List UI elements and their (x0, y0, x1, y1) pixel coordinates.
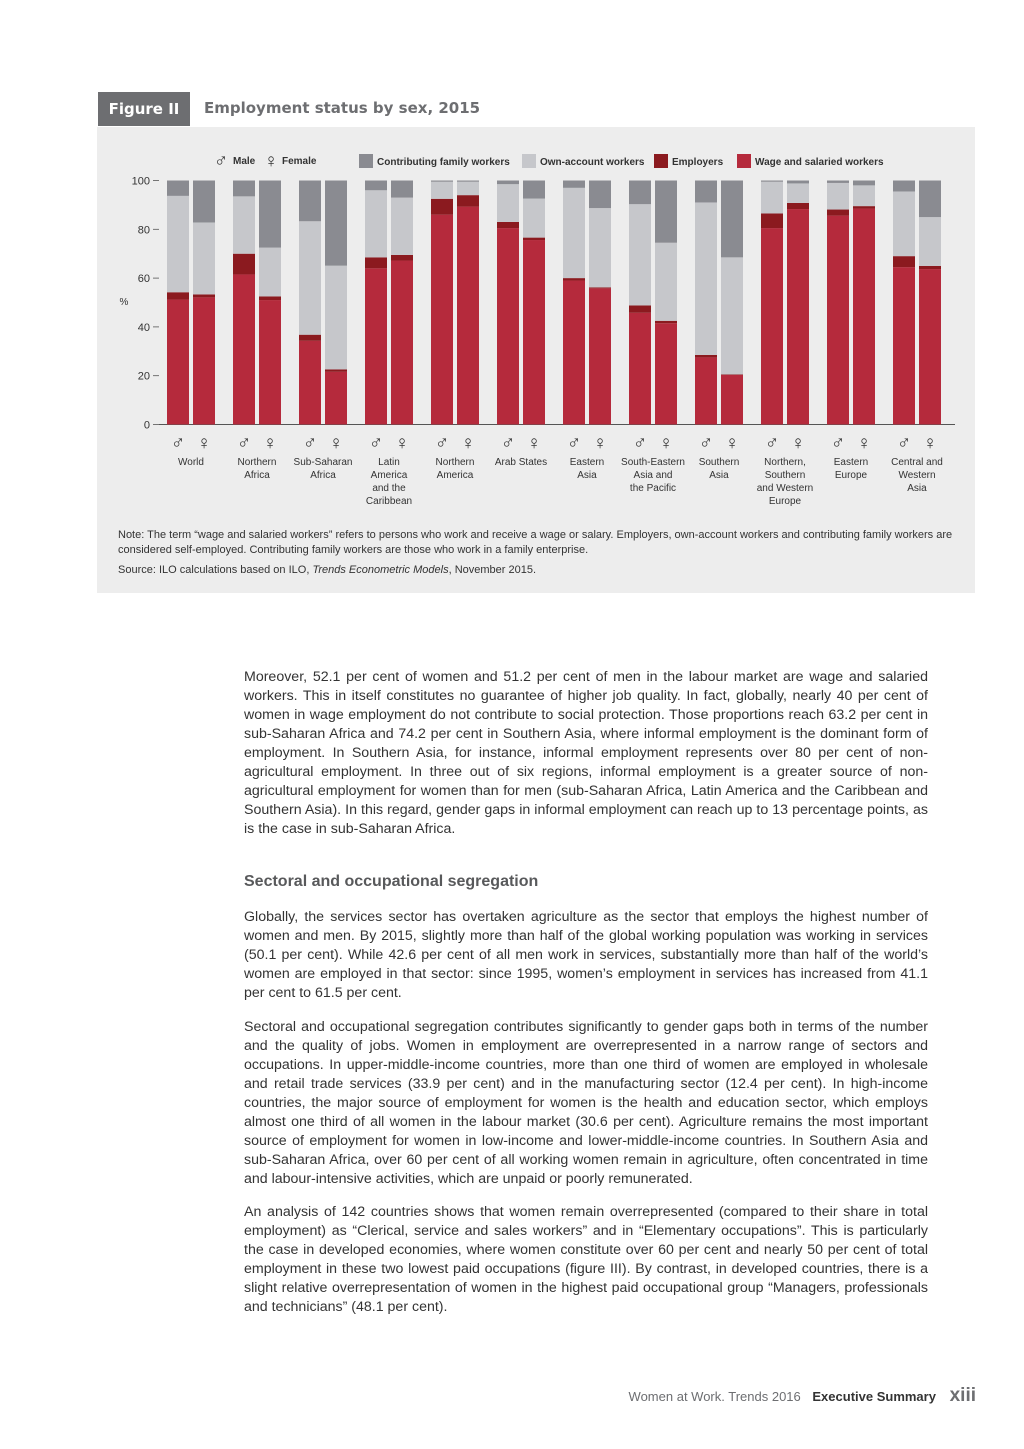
male-symbol-icon: ♂ (698, 433, 714, 454)
male-symbol-icon: ♂ (566, 433, 582, 454)
category-label: World (178, 457, 204, 468)
bar-employers-female (523, 238, 545, 240)
bar-contributing-male (629, 181, 651, 205)
bar-contributing-male (431, 181, 453, 182)
female-symbol-icon: ♀ (328, 433, 344, 454)
y-axis-label: % (119, 297, 129, 308)
bar-wage-male (299, 341, 321, 425)
bar-own-female (325, 266, 347, 370)
female-symbol-icon: ♀ (460, 433, 476, 454)
bar-contributing-female (523, 181, 545, 199)
bar-own-male (233, 196, 255, 253)
bar-employers-female (853, 206, 875, 208)
bar-contributing-female (787, 181, 809, 184)
male-symbol-icon: ♂ (500, 433, 516, 454)
paragraph-4: An analysis of 142 countries shows that women remain overrepresented (compared to their share in total employment) as “Clerical, service and sales workers” and in “Elementary occupations”. This is particularly the case in developed economies, where women constitute over 60 per cent and nearly 50 per cent of total employment in these two lowest paid occupations (figure III). By contrast, in developed countries, there is a slight relative overrepresentation of women in the highest paid occupational group “Managers, professionals and technicians” (48.1 per cent). (244, 1204, 928, 1315)
bar-own-male (431, 182, 453, 199)
bar-wage-female (787, 209, 809, 424)
bar-wage-female (721, 375, 743, 425)
category-label: Eastern (833, 457, 869, 468)
category-label: Southern (764, 470, 806, 481)
bar-employers-male (167, 292, 189, 299)
bar-contributing-male (893, 181, 915, 192)
bar-employers-male (893, 256, 915, 267)
bar-wage-male (167, 300, 189, 425)
male-symbol-icon: ♂ (368, 433, 384, 454)
female-symbol-icon: ♀ (922, 433, 938, 454)
bar-own-female (655, 243, 677, 321)
bar-wage-female (589, 288, 611, 424)
bar-employers-male (431, 199, 453, 215)
category-label: Africa (244, 470, 270, 481)
figure-note: Note: The term “wage and salaried workers” refers to persons who work and receive a wage or salary. Employers, own-account workers and contributing family workers are considered self-employed. Contributing family workers are those who work in a family enterprise. (118, 529, 953, 556)
legend-male-label: Male (233, 156, 256, 167)
bar-wage-female (523, 240, 545, 424)
bar-own-female (919, 217, 941, 266)
bar-contributing-male (695, 181, 717, 203)
category-label: Northern (237, 457, 277, 468)
bar-wage-male (365, 268, 387, 424)
bar-own-male (365, 190, 387, 257)
bar-own-female (721, 257, 743, 374)
legend-label-own: Own-account workers (540, 157, 645, 168)
bar-employers-male (365, 257, 387, 268)
category-label: Arab States (494, 457, 548, 468)
source-title: Trends Econometric Models (312, 564, 449, 576)
y-tick-label: 20 (137, 370, 150, 383)
bar-employers-female (391, 255, 413, 261)
legend-swatch-employers (654, 154, 668, 168)
bar-employers-female (787, 203, 809, 209)
figure-title: Employment status by sex, 2015 (204, 99, 481, 117)
y-tick-label: 100 (131, 175, 150, 188)
bar-contributing-female (853, 181, 875, 186)
category-label: Sub-Saharan (293, 457, 353, 468)
bar-employers-male (299, 335, 321, 341)
bar-own-female (259, 248, 281, 297)
bar-contributing-female (391, 181, 413, 198)
category-label: America (370, 470, 408, 481)
bar-wage-female (655, 323, 677, 424)
bar-wage-male (827, 216, 849, 425)
bar-wage-female (259, 300, 281, 424)
bar-employers-male (695, 355, 717, 357)
bar-employers-female (457, 195, 479, 206)
bar-wage-male (761, 228, 783, 424)
female-symbol-icon: ♀ (263, 151, 279, 172)
category-label: Western (898, 470, 936, 481)
bar-employers-female (193, 294, 215, 297)
bar-contributing-male (167, 181, 189, 196)
bar-employers-female (589, 287, 611, 288)
male-symbol-icon: ♂ (213, 151, 229, 172)
bar-employers-female (655, 321, 677, 323)
bar-contributing-female (919, 181, 941, 218)
paragraph-1: Moreover, 52.1 per cent of women and 51.2 per cent of men in the labour market are wage and salaried workers. This in itself constitutes no guarantee of higher job quality. In fact, globally, nearly 40 per cent of women in wage employment do not contribute to social protection. Those proportions reach 63.2 per cent in sub-Saharan Africa and 74.2 per cent in Southern Asia, where informal employment is the dominant form of employment. In Southern Asia, for instance, informal employment represents over 80 per cent of non-agricultural employment. In three out of six regions, informal employment is a greater source of non-agricultural employment for women than for men (sub-Saharan Africa, Latin America and the Caribbean and Southern Asia). In this regard, gender gaps in informal employment can reach up to 13 percentage points, as is the case in sub-Saharan Africa. (244, 669, 928, 837)
bar-wage-female (391, 261, 413, 425)
bar-employers-male (761, 213, 783, 228)
bar-wage-male (563, 281, 585, 425)
bar-own-female (589, 208, 611, 287)
bar-own-male (299, 221, 321, 334)
bar-own-male (629, 204, 651, 305)
bar-contributing-female (655, 181, 677, 243)
bar-own-female (523, 199, 545, 238)
bar-contributing-male (497, 181, 519, 185)
male-symbol-icon: ♂ (434, 433, 450, 454)
bar-own-male (695, 202, 717, 355)
bar-contributing-male (563, 181, 585, 188)
male-symbol-icon: ♂ (896, 433, 912, 454)
bar-own-male (827, 183, 849, 210)
legend-label-wage: Wage and salaried workers (755, 157, 884, 168)
bar-employers-male (827, 210, 849, 216)
footer-publication: Women at Work. Trends 2016 (628, 1389, 801, 1404)
category-label: Europe (834, 470, 868, 481)
employment-chart (97, 127, 975, 527)
bar-wage-female (193, 297, 215, 424)
category-label: Asia (577, 470, 597, 481)
bar-employers-male (563, 278, 585, 280)
bar-wage-female (919, 269, 941, 424)
paragraph-2: Globally, the services sector has overtaken agriculture as the sector that employs the highest number of women and men. By 2015, slightly more than half of the global working population was working in services (50.1 per cent). While 42.6 per cent of all men work in services, substantially more than half of the world’s women are employed in that sector: since 1995, women’s employment in services has increased from 41.1 per cent to 61.5 per cent. (244, 909, 928, 1001)
bar-own-female (193, 222, 215, 294)
category-label: Asia (709, 470, 729, 481)
bar-own-female (787, 183, 809, 203)
page-number: xiii (949, 1385, 976, 1406)
section-heading: Sectoral and occupational segregation (244, 873, 539, 890)
male-symbol-icon: ♂ (170, 433, 186, 454)
legend-label-contributing: Contributing family workers (377, 157, 510, 168)
y-tick-label: 40 (137, 321, 150, 334)
bar-wage-male (695, 357, 717, 424)
female-symbol-icon: ♀ (592, 433, 608, 454)
female-symbol-icon: ♀ (658, 433, 674, 454)
figure-label: Figure II (98, 92, 190, 126)
figure-panel (97, 127, 975, 593)
bar-contributing-female (259, 181, 281, 248)
bar-employers-male (629, 305, 651, 312)
bar-contributing-male (299, 181, 321, 222)
bar-contributing-female (721, 181, 743, 258)
bar-own-female (853, 185, 875, 206)
bar-wage-female (853, 209, 875, 425)
bar-contributing-female (589, 181, 611, 209)
male-symbol-icon: ♂ (830, 433, 846, 454)
y-tick-label: 0 (143, 419, 150, 432)
legend-label-employers: Employers (672, 157, 724, 168)
paragraph-3: Sectoral and occupational segregation contributes significantly to gender gaps both in terms of the number and the quality of jobs. Women in employment are overrepresented in a narrow range of sectors and occupations. In upper-middle-income countries, more than one third of women are employed in wholesale and retail trade services (33.9 per cent) and in the manufacturing sector (12.4 per cent). In high-income countries, the major source of employment for women is the health and education sector, which employs almost one third of all women in the labour market (30.6 per cent). Agriculture remains the most important source of employment for women in low-income and lower-middle-income countries. In Southern Asia and sub-Saharan Africa, over 60 per cent of all working women remain in agriculture, often concentrated in time and labour-intensive activities, which are unpaid or poorly remunerated. (244, 1019, 928, 1187)
footer-section: Executive Summary (812, 1389, 936, 1404)
bar-contributing-male (233, 181, 255, 197)
category-label: the Pacific (629, 483, 677, 494)
category-label: Northern (435, 457, 475, 468)
female-symbol-icon: ♀ (526, 433, 542, 454)
category-label: Europe (768, 496, 802, 507)
female-symbol-icon: ♀ (856, 433, 872, 454)
bar-contributing-female (457, 181, 479, 182)
legend-swatch-contributing (359, 154, 373, 168)
category-label: Latin (378, 457, 400, 468)
category-label: Asia (907, 483, 927, 494)
category-label: America (436, 470, 474, 481)
category-label: and Western (756, 483, 814, 494)
category-label: Eastern (569, 457, 605, 468)
category-label: Caribbean (365, 496, 413, 507)
bar-own-male (167, 196, 189, 292)
category-label: Southern (698, 457, 740, 468)
bar-wage-male (431, 215, 453, 425)
male-symbol-icon: ♂ (236, 433, 252, 454)
bar-contributing-male (365, 181, 387, 191)
bar-own-male (563, 188, 585, 278)
female-symbol-icon: ♀ (724, 433, 740, 454)
bar-employers-female (919, 266, 941, 269)
female-symbol-icon: ♀ (790, 433, 806, 454)
bar-own-female (457, 182, 479, 195)
bar-own-male (893, 191, 915, 256)
category-label: Africa (310, 470, 336, 481)
male-symbol-icon: ♂ (302, 433, 318, 454)
female-symbol-icon: ♀ (196, 433, 212, 454)
source-suffix: , November 2015. (448, 564, 537, 576)
bar-wage-female (325, 372, 347, 425)
bar-own-male (497, 184, 519, 222)
category-label: and the (372, 483, 406, 494)
bar-own-male (761, 182, 783, 214)
bar-contributing-female (325, 181, 347, 266)
bar-own-female (391, 198, 413, 255)
bar-wage-male (893, 267, 915, 424)
male-symbol-icon: ♂ (632, 433, 648, 454)
category-label: Northern, (764, 457, 806, 468)
female-symbol-icon: ♀ (262, 433, 278, 454)
y-tick-label: 60 (137, 273, 150, 286)
female-symbol-icon: ♀ (394, 433, 410, 454)
category-label: Central and (891, 457, 943, 468)
figure-source (118, 563, 963, 578)
bar-contributing-male (761, 181, 783, 182)
bar-employers-female (259, 296, 281, 300)
male-symbol-icon: ♂ (764, 433, 780, 454)
y-tick-label: 80 (137, 224, 150, 237)
source-prefix: Source: ILO calculations based on ILO, (118, 564, 313, 576)
bar-wage-male (629, 313, 651, 425)
bar-contributing-male (827, 181, 849, 183)
bar-employers-female (325, 369, 347, 371)
legend-swatch-wage (737, 154, 751, 168)
bar-wage-male (497, 228, 519, 424)
legend-female-label: Female (282, 156, 317, 167)
category-label: Asia and (633, 470, 673, 481)
bar-wage-male (233, 274, 255, 424)
legend-swatch-own (522, 154, 536, 168)
bar-employers-male (497, 222, 519, 228)
page-footer (629, 1385, 976, 1407)
category-label: South-Eastern (621, 457, 685, 468)
bar-contributing-female (193, 181, 215, 223)
bar-employers-male (233, 254, 255, 275)
bar-wage-female (457, 207, 479, 425)
